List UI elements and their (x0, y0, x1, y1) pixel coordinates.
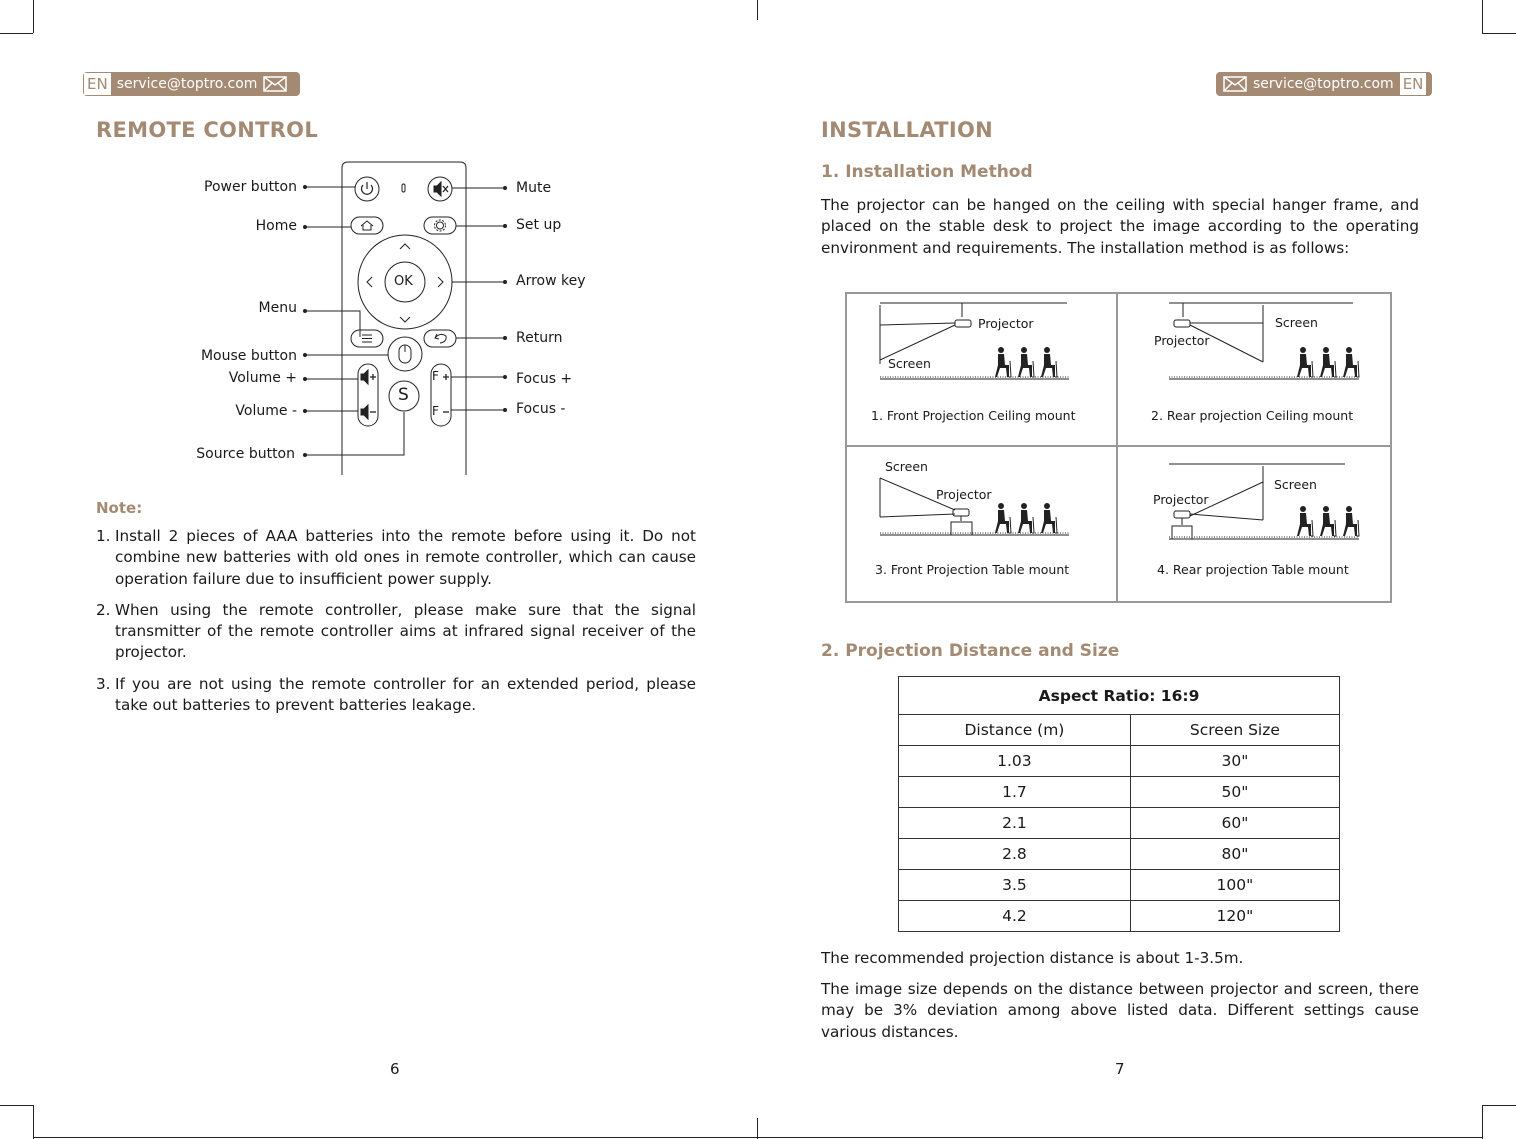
diagram-label-projector: Projector (1153, 492, 1209, 507)
email-text: service@toptro.com (116, 76, 258, 92)
note-list (96, 526, 696, 726)
label-volume-up: Volume + (228, 370, 297, 386)
crop-mark (1482, 1105, 1483, 1139)
focus-down-key-glyph: F (432, 404, 439, 418)
method-caption-4: 4. Rear projection Table mount (1157, 562, 1349, 577)
label-mute: Mute (516, 180, 552, 196)
diagram-label-screen: Screen (1274, 477, 1317, 492)
diagram-label-projector: Projector (936, 487, 992, 502)
table-row: 4.2 120" (899, 901, 1340, 932)
table-row: 3.5 100" (899, 870, 1340, 901)
table-header: Distance (m) (899, 715, 1131, 746)
projection-size-table (898, 676, 1340, 932)
focus-up-key-glyph: F (432, 369, 439, 383)
label-mouse-button: Mouse button (200, 348, 297, 364)
label-volume-down: Volume - (235, 403, 297, 419)
crop-mark (0, 33, 33, 34)
email-text: service@toptro.com (1253, 76, 1394, 92)
page-title-remote: REMOTE CONTROL (96, 118, 319, 142)
page-title-installation: INSTALLATION (821, 118, 994, 142)
envelope-icon (263, 76, 287, 92)
language-tag: EN (1400, 73, 1427, 95)
installation-diagrams (845, 292, 1392, 603)
page-number-right: 7 (1115, 1060, 1125, 1078)
crop-mark (757, 1118, 758, 1139)
label-return: Return (516, 330, 563, 346)
deviation-text: The image size depends on the distance between projector and screen, there may be 3% deviation among above listed data. Different settings cause various distances. (821, 980, 1419, 1041)
crop-mark (33, 0, 34, 33)
table-row: 2.1 60" (899, 808, 1340, 839)
note-item: 1. Install 2 pieces of AAA batteries into the remote before using it. Do not combine new batteries with old ones in remote controller, which can cause operation failure due to insufficient power supply. (96, 527, 696, 588)
table-caption: Aspect Ratio: 16:9 (899, 677, 1340, 715)
label-power-button: Power button (204, 179, 297, 195)
installation-method-text: The projector can be hanged on the ceiling with special hanger frame, and placed on the stable desk to project the image according to the operating environment and requirements. The installation method is as follows: (821, 196, 1419, 257)
crop-mark (1482, 0, 1483, 33)
method-caption-1: 1. Front Projection Ceiling mount (871, 408, 1076, 423)
label-focus-down: Focus - (516, 401, 566, 417)
crop-mark (33, 1105, 34, 1139)
table-row: 1.03 30" (899, 746, 1340, 777)
language-tag: EN (84, 73, 111, 95)
ok-key-label: OK (394, 274, 413, 289)
diagram-label-projector: Projector (978, 316, 1034, 331)
remote-control-diagram (300, 160, 510, 480)
label-arrow-key: Arrow key (516, 273, 586, 289)
section-installation-method: 1. Installation Method (821, 162, 1033, 182)
crop-mark (0, 1105, 33, 1106)
crop-mark (33, 1137, 1483, 1138)
crop-mark (1482, 1105, 1516, 1106)
label-focus-up: Focus + (516, 371, 573, 387)
diagram-label-screen: Screen (888, 356, 931, 371)
label-source-button: Source button (196, 446, 295, 462)
table-row: 2.8 80" (899, 839, 1340, 870)
crop-mark (757, 0, 758, 20)
table-header: Screen Size (1130, 715, 1339, 746)
diagram-label-projector: Projector (1154, 333, 1210, 348)
section-projection-distance: 2. Projection Distance and Size (821, 641, 1120, 661)
diagram-label-screen: Screen (885, 459, 928, 474)
recommended-distance-text: The recommended projection distance is about 1-3.5m. (821, 949, 1244, 967)
note-item: 3. If you are not using the remote controller for an extended period, please take out batteries to prevent batteries leakage. (96, 674, 696, 715)
diagram-label-screen: Screen (1275, 315, 1318, 330)
crop-mark (1482, 33, 1516, 34)
label-menu: Menu (258, 300, 297, 316)
note-item: 2. When using the remote controller, please make sure that the signal transmitter of the remote controller aims at infrared signal receiver of the projector. (96, 600, 696, 662)
label-set-up: Set up (516, 217, 562, 233)
label-home: Home (255, 218, 297, 234)
source-key-label: S (398, 385, 409, 405)
envelope-icon (1223, 76, 1247, 92)
table-row: 1.7 50" (899, 777, 1340, 808)
note-title: Note: (96, 499, 143, 517)
method-caption-2: 2. Rear projection Ceiling mount (1151, 408, 1354, 423)
email-badge-right (1216, 72, 1432, 96)
page-number-left: 6 (390, 1060, 400, 1078)
email-badge-left (83, 72, 300, 96)
method-caption-3: 3. Front Projection Table mount (875, 562, 1070, 577)
